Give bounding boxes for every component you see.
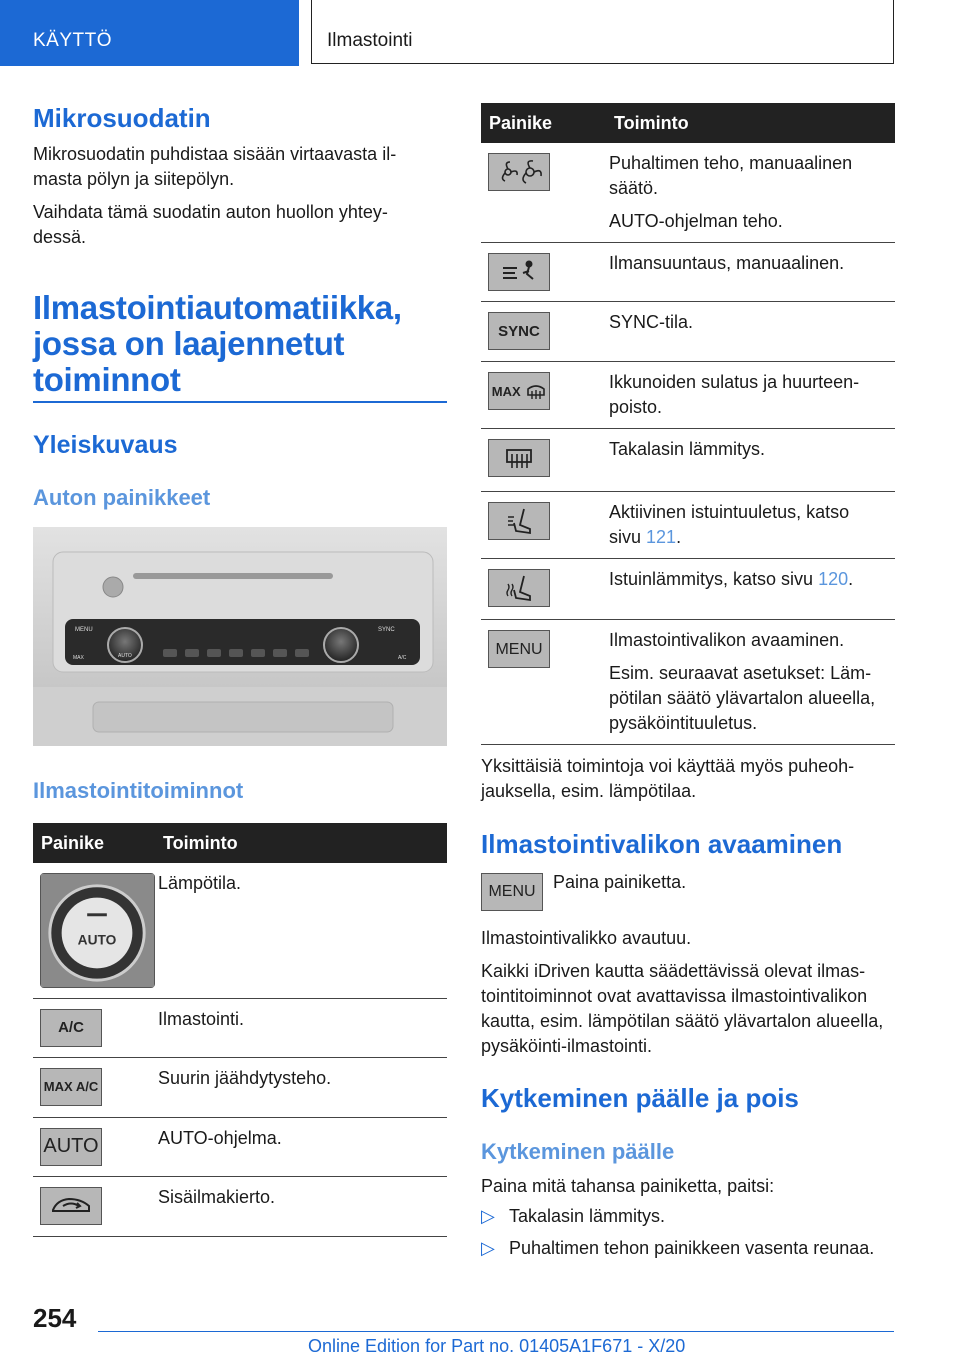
row-text: Takalasin lämmitys. [609,439,766,459]
bullet-triangle-icon: ▷ [481,1206,495,1226]
table-row [481,559,895,620]
row-text: säätö. [609,178,659,198]
row-text: pötilan säätö ylävartalon alueella, [609,688,876,708]
table-row [481,362,895,429]
svg-text:AUTO: AUTO [118,653,132,659]
table-row [33,1176,447,1236]
open-menu-line-4: pysäköinti-ilmastointi. [481,1036,653,1056]
table-row [33,998,447,1057]
recirculation-icon [40,1187,102,1225]
table-row [33,863,447,998]
max-label: MAX [491,383,521,399]
menu-button-icon: MENU [481,873,543,911]
opens-text: Ilmastointivalikko avautuu. [481,928,692,948]
buttons-heading: Auton painikkeet [33,485,211,510]
open-menu-line-2: tointitoiminnot ovat avattavissa ilmastointivalikon [481,986,868,1006]
row-text-part: Istuinlämmitys, katso sivu [609,569,819,589]
row-text-part: . [676,527,682,547]
table-row [481,143,895,243]
control-panel-photo [33,527,447,746]
list-item [481,1206,665,1227]
rear-defrost-icon [488,439,550,477]
row-text-part: . [848,569,854,589]
row-text: Ilmastointivalikon avaaminen. [609,630,845,650]
list-item [481,1238,874,1259]
auto-button-icon: AUTO [40,1128,102,1166]
microfilter-line-2: masta pölyn ja siitepölyn. [33,169,235,189]
voice-control-note [481,754,901,804]
row-text: Esim. seuraavat asetukset: Läm- [609,663,872,683]
row-text: Ikkunoiden sulatus ja huurteen- [609,372,860,392]
svg-text:AUTO: AUTO [77,932,117,948]
voice-line-2: jauksella, esim. lämpötilaa. [481,781,697,801]
col-function-header: Toiminto [606,103,895,143]
row-text: pysäköintituuletus. [609,713,758,733]
switch-on-heading: Kytkeminen päälle [481,1139,675,1164]
bullet-text: Takalasin lämmitys. [509,1206,666,1226]
open-menu-line-1: Kaikki iDriven kautta säädettävissä olevat ilmas- [481,961,866,981]
col-button-header: Painike [33,823,155,863]
svg-text:SYNC: SYNC [378,627,395,633]
blower-icon [488,153,550,191]
onoff-heading: Kytkeminen päälle ja pois [481,1083,799,1113]
row-text: Aktiivinen istuintuuletus, katso [609,502,850,522]
row-text: Suurin jäähdytysteho. [158,1067,332,1088]
seat-ventilation-icon [488,502,550,540]
svg-text:MAX: MAX [73,655,84,661]
voice-line-1: Yksittäisiä toimintoja voi käyttää myös puheoh- [481,756,855,776]
row-text: AUTO-ohjelma. [158,1127,282,1148]
control-panel-illustration [33,527,447,746]
air-distribution-icon [488,253,550,291]
microfilter-text [33,142,453,250]
bullet-triangle-icon: ▷ [481,1238,495,1258]
left-functions-table [33,823,447,1237]
title-rule [33,401,447,403]
open-menu-heading: Ilmastointivalikon avaaminen [481,829,843,859]
table-row [33,1057,447,1117]
overview-heading: Yleiskuvaus [33,431,178,459]
max-defrost-icon [488,372,550,410]
table-row [481,302,895,362]
table-row [481,243,895,302]
table-row [481,429,895,492]
svg-text:A/C: A/C [398,655,407,661]
row-text: Sisäilmakierto. [158,1186,276,1207]
microfilter-line-4: dessä. [33,227,87,247]
row-text: AUTO-ohjelman teho. [609,211,783,231]
microfilter-line-1: Mikrosuodatin puhdistaa sisään virtaavasta il- [33,144,397,164]
open-menu-line-3: kautta, esim. lämpötilan säätö ylävartalon alueella, [481,1011,884,1031]
svg-text:MENU: MENU [75,627,93,633]
temperature-knob-icon [40,873,155,988]
table-row [33,1117,447,1176]
row-text: SYNC-tila. [609,312,694,332]
row-text: Puhaltimen teho, manuaalinen [609,153,853,173]
main-title-line-1: Ilmastointiautomatiikka, [33,289,402,326]
bullet-text: Puhaltimen tehon painikkeen vasenta reunaa. [509,1238,875,1258]
section-tab [0,0,299,66]
ac-button-icon: A/C [40,1009,102,1047]
row-text: poisto. [609,397,663,417]
table-row [481,620,895,745]
row-text: Ilmastointi. [158,1008,245,1029]
sync-button-icon: SYNC [488,312,550,350]
chapter-tab [311,0,894,64]
switch-on-text: Paina mitä tahansa painiketta, paitsi: [481,1176,775,1196]
col-button-header: Painike [481,103,606,143]
menu-button-icon: MENU [488,630,550,668]
footer-rule [98,1331,894,1332]
row-text: Lämpötila. [158,873,242,893]
functions-heading: Ilmastointitoiminnot [33,778,244,803]
section-label: KÄYTTÖ [33,30,113,51]
table-header-row [33,823,447,863]
main-title-line-2: jossa on laajennetut [33,325,345,362]
page-link-121[interactable]: 121 [646,527,677,547]
edition-text: Online Edition for Part no. 01405A1F671 - X/20 [308,1336,686,1356]
max-ac-button-icon: MAX A/C [40,1068,102,1106]
microfilter-line-3: Vaihdata tämä suodatin auton huollon yhtey- [33,202,388,222]
row-text [609,567,889,592]
chapter-label: Ilmastointi [327,30,413,51]
row-text-part: sivu [609,527,647,547]
microfilter-heading: Mikrosuodatin [33,103,211,133]
row-text: Ilmansuuntaus, manuaalinen. [609,253,845,273]
page-link-120[interactable]: 120 [818,569,849,589]
table-row [481,492,895,559]
right-functions-table [481,103,895,745]
main-title-line-3: toiminnot [33,361,181,398]
open-menu-body [481,926,901,1059]
col-function-header: Toiminto [155,823,447,863]
press-button-text: Paina painiketta. [553,872,687,892]
page-number: 254 [33,1303,77,1333]
table-header-row [481,103,895,143]
main-title [33,290,402,398]
row-text [609,525,889,550]
seat-heating-icon [488,569,550,607]
